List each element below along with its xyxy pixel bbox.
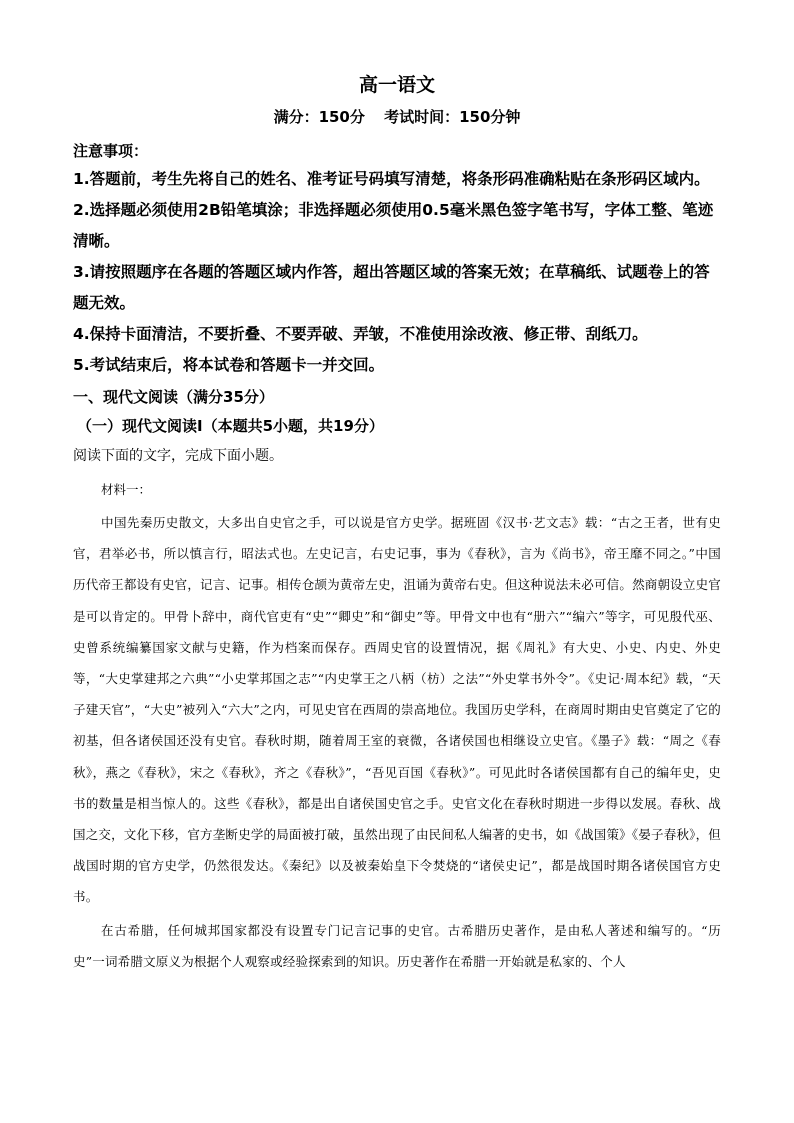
notice-item: 4.保持卡面清洁，不要折叠、不要弄破、弄皱，不准使用涂改液、修正带、刮纸刀。: [73, 325, 648, 343]
notice-item: 3.请按照题序在各题的答题区域内作答，超出答题区域的答案无效；在草稿纸、试题卷上的答题无效。: [73, 263, 710, 312]
full-score: 满分：150分: [273, 108, 365, 126]
material-label: 材料一：: [101, 482, 152, 497]
subsection-title: （一）现代文阅读Ⅰ（本题共5小题，共19分）: [77, 417, 384, 435]
notice-item: 5.考试结束后，将本试卷和答题卡一并交回。: [73, 356, 385, 374]
material-paragraph: 中国先秦历史散文，大多出自史官之手，可以说是官方史学。据班固《汉书·艺文志》载：“古之王者，世有史官，君举必书，所以慎言行，昭法式也。左史记言，右史记事，事为《春秋》，言为《尚书》，帝王靡不同之。”中国历代帝王都设有史官，记言、记事。相传仓颉为黄帝左史，沮诵为黄帝右史。但这种说法未必可信。然商朝设立史官是可以肯定的。甲骨卜辞中，商代官吏有“史”“卿史”和“御史”等。甲骨文中也有“册六”“编六”等字，可见殷代巫、史曾系统编纂国家文献与史籍，作为档案而保存。西周史官的设置情况，据《周礼》有大史、小史、内史、外史等，“大史掌建邦之六典”“小史掌邦国之志”“内史掌王之八柄（枋）之法”“外史掌书外令”。《史记·周本纪》载，“天子建天官”，“大史”被列入“六大”之内，可见史官在西周的崇高地位。我国历史学科，在商周时期由史官奠定了它的初基，但各诸侯国还没有史官。春秋时期，随着周王室的衰微，各诸侯国也相继设立史官。《墨子》载：“周之《春秋》，燕之《春秋》，宋之《春秋》，齐之《春秋》”，“吾见百国《春秋》”。可见此时各诸侯国都有自己的编年史，史书的数量是相当惊人的。这些《春秋》，都是出自诸侯国史官之手。史官文化在春秋时期进一步得以发展。春秋、战国之交，文化下移，官方垄断史学的局面被打破，虽然出现了由民间私人编著的史书，如《战国策》《晏子春秋》，但战国时期的官方史学，仍然很发达。《秦纪》以及被秦始皇下令焚烧的“诸侯史记”，都是战国时期各诸侯国官方史书。: [73, 515, 721, 905]
section-title: 一、现代文阅读（满分35分）: [73, 388, 274, 406]
exam-time: 考试时间：150分钟: [384, 108, 521, 126]
notice-list: [73, 164, 721, 381]
page-title: 高一语文: [358, 74, 435, 96]
exam-info: [73, 106, 721, 128]
notice-item: 2.选择题必须使用2B铅笔填涂；非选择题必须使用0.5毫米黑色签字笔书写，字体工整、笔迹清晰。: [73, 201, 714, 250]
reading-instruction: 阅读下面的文字，完成下面小题。: [73, 448, 283, 464]
notice-heading: 注意事项：: [73, 142, 149, 160]
notice-item: 1.答题前，考生先将自己的姓名、准考证号码填写清楚，将条形码准确粘贴在条形码区域内。: [73, 170, 710, 188]
material-paragraph: 在古希腊，任何城邦国家都没有设置专门记言记事的史官。古希腊历史著作，是由私人著述和编写的。“历史”一词希腊文原义为根据个人观察或经验探索到的知识。历史著作在希腊一开始就是私家的、个人: [73, 922, 721, 969]
